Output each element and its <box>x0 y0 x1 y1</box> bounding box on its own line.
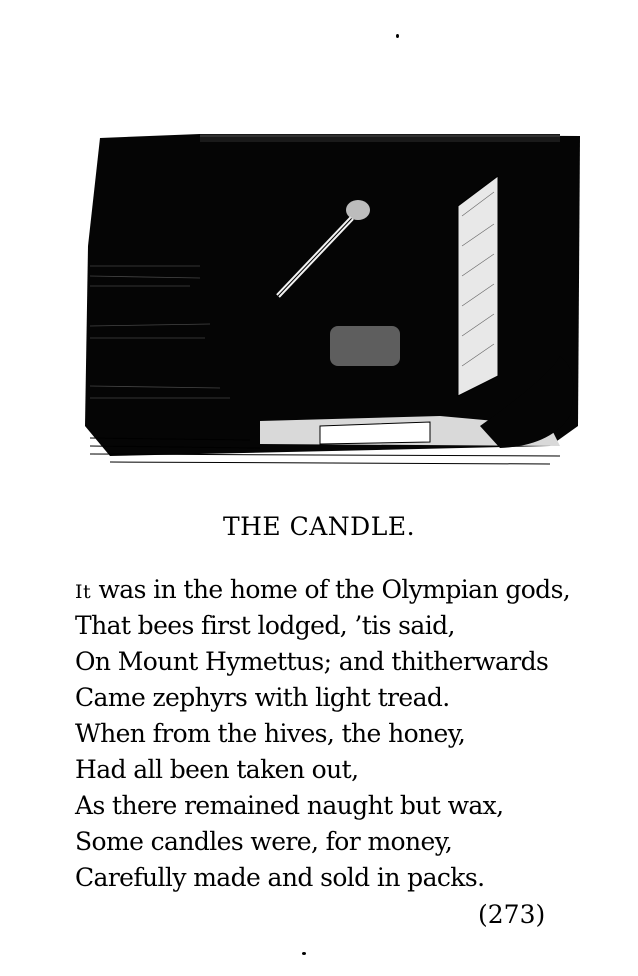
page-number: (273) <box>478 900 546 929</box>
candle-illustration <box>80 126 586 474</box>
poem-line-rest: was in the home of the Olympian gods, <box>91 575 571 604</box>
ink-speck <box>302 952 306 955</box>
poem-line: When from the hives, the honey, <box>75 719 466 748</box>
poem-line: That bees first lodged, ’tis said, <box>75 611 455 640</box>
poem-line: Had all been taken out, <box>75 755 359 784</box>
poem-line: Came zephyrs with light tread. <box>75 683 450 712</box>
poem-body <box>75 572 620 896</box>
ink-speck <box>396 34 399 38</box>
poem-line: On Mount Hymettus; and thitherwards <box>75 647 549 676</box>
poem-title: THE CANDLE. <box>222 512 416 541</box>
poem-line <box>75 572 620 608</box>
poem-dropcap-word: It <box>75 581 92 603</box>
poem-line: Carefully made and sold in packs. <box>75 863 485 892</box>
poem-line: Some candles were, for money, <box>75 827 453 856</box>
poem-line: As there remained naught but wax, <box>75 791 504 820</box>
